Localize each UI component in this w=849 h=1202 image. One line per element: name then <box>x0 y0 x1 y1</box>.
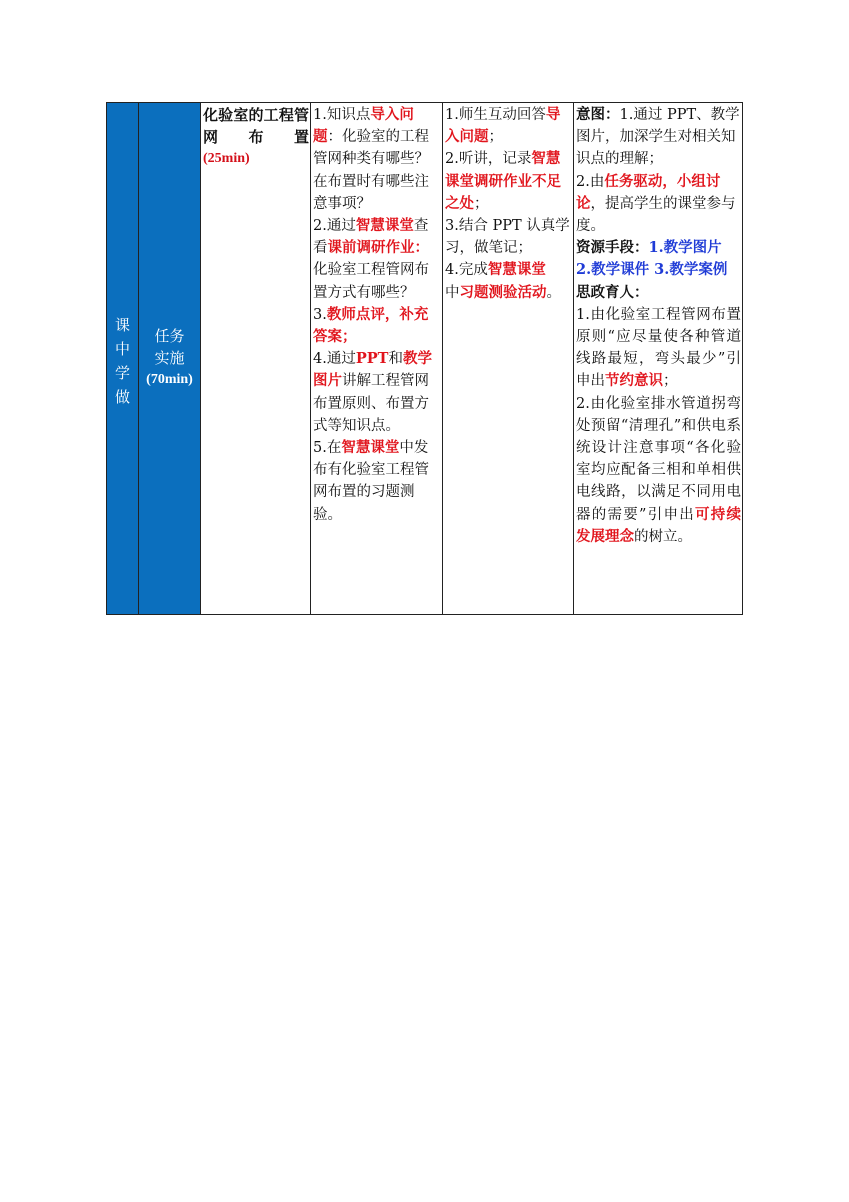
phase-char: 做 <box>114 388 130 406</box>
intent-label: 意图： <box>576 106 620 123</box>
student-activities-cell <box>443 103 574 614</box>
highlight-text: 教师点评，补充答案； <box>313 305 429 346</box>
task-line: 任务 <box>154 327 185 345</box>
task-line: 实施 <box>154 349 185 367</box>
highlight-text: 智慧课堂调研作业不足之处 <box>445 150 561 212</box>
teacher-item-4 <box>313 348 441 437</box>
resources-line <box>576 237 741 281</box>
highlight-text: 智慧课堂 <box>341 439 400 457</box>
text: 1.知识点 <box>313 107 371 123</box>
text: ； <box>663 373 678 390</box>
highlight-text: 导入问题 <box>445 106 561 146</box>
ideology-item-2 <box>576 393 741 548</box>
phase-label <box>107 313 138 409</box>
task-cell <box>139 103 201 614</box>
text: 1.师生互动回答 <box>445 107 546 123</box>
highlight-text: 任务驱动 <box>604 172 663 190</box>
lesson-table <box>106 102 743 615</box>
topic-cell <box>201 103 311 614</box>
student-item-3: 3.结合 PPT 认真学习，做笔记； <box>445 218 570 257</box>
teacher-item-2 <box>313 215 441 304</box>
text: 中发布有化验室工程管网布置的习题测验。 <box>313 440 429 523</box>
phase-char: 中 <box>114 340 130 358</box>
teacher-activities-cell <box>311 103 443 614</box>
ideology-item-1 <box>576 304 741 393</box>
highlight-text: 导入问题 <box>313 106 414 146</box>
highlight-text: 习题测验活动 <box>459 283 547 301</box>
text: 2.通过 <box>313 218 356 235</box>
highlight-text: 小组讨论 <box>576 172 721 212</box>
text: 2.由 <box>576 173 605 190</box>
text: ； <box>488 129 503 146</box>
task-time: (70min) <box>146 372 193 387</box>
teacher-item-5 <box>313 437 441 526</box>
text: 5.在 <box>313 440 342 457</box>
highlight-text: ， <box>662 172 677 190</box>
student-item-4 <box>445 259 592 303</box>
text: 4.通过 <box>313 351 356 368</box>
intent-item-1 <box>576 104 741 171</box>
text: 2.听讲，记录 <box>445 151 532 168</box>
text: 4.完成 <box>445 262 488 279</box>
text: 2.由化验室排水管道拐弯处预留“清理孔”和供电系统设计注意事项“各化验室均应配备三相和单相供电线路，以满足不同用电器的需要”引申出 <box>576 395 741 523</box>
text: 1.由化验室工程管网布置原则“应尽量使各种管道线路最短，弯头最少”引申出 <box>576 306 741 390</box>
highlight-text: 课前调研作业： <box>327 239 429 257</box>
text: 化验室工程管网布置方式有哪些？ <box>313 262 429 301</box>
highlight-text: 智慧课堂 <box>487 261 546 279</box>
text: ，提高学生的课堂参与度。 <box>576 195 736 235</box>
topic-duration: (25min) <box>203 151 250 167</box>
highlight-text: 智慧课堂 <box>355 217 414 235</box>
resources-value: 1.教学图片 2.教学课件 3.教学案例 <box>576 239 728 279</box>
phase-cell <box>107 103 139 614</box>
text: ： <box>327 129 342 146</box>
text: 中 <box>445 284 460 301</box>
task-label <box>139 325 200 391</box>
intent-item-2 <box>576 171 741 238</box>
text: 和 <box>388 351 403 368</box>
text: 讲解工程管网布置原则、布置方式等知识点。 <box>313 373 429 434</box>
highlight-text: PPT <box>355 350 389 368</box>
text: 查看 <box>313 218 429 257</box>
resources-label: 资源手段： <box>576 239 649 257</box>
student-item-2 <box>445 148 572 215</box>
student-item-1 <box>445 104 572 148</box>
text: 。 <box>546 284 561 301</box>
phase-char: 学 <box>114 364 130 382</box>
phase-char: 课 <box>114 316 130 334</box>
teacher-item-1 <box>313 104 441 215</box>
text: 1.通过 PPT、教学图片，加深学生对相关知识点的理解； <box>576 107 740 168</box>
text: 的树立。 <box>634 528 692 545</box>
text: 3. <box>313 306 327 323</box>
highlight-text: 可持续发展理念 <box>576 505 741 545</box>
design-intent-cell <box>574 103 742 614</box>
teacher-item-3 <box>313 304 441 348</box>
topic-title: 化验室的工程管网布置 <box>203 106 309 147</box>
highlight-text: 节约意识 <box>605 372 663 390</box>
text: ； <box>474 195 489 212</box>
ideology-label: 思政育人： <box>576 283 649 301</box>
highlight-text: 教学图片 <box>313 350 432 390</box>
text: 化验室的工程管网种类有哪些？在布置时有哪些注意事项？ <box>313 129 429 212</box>
